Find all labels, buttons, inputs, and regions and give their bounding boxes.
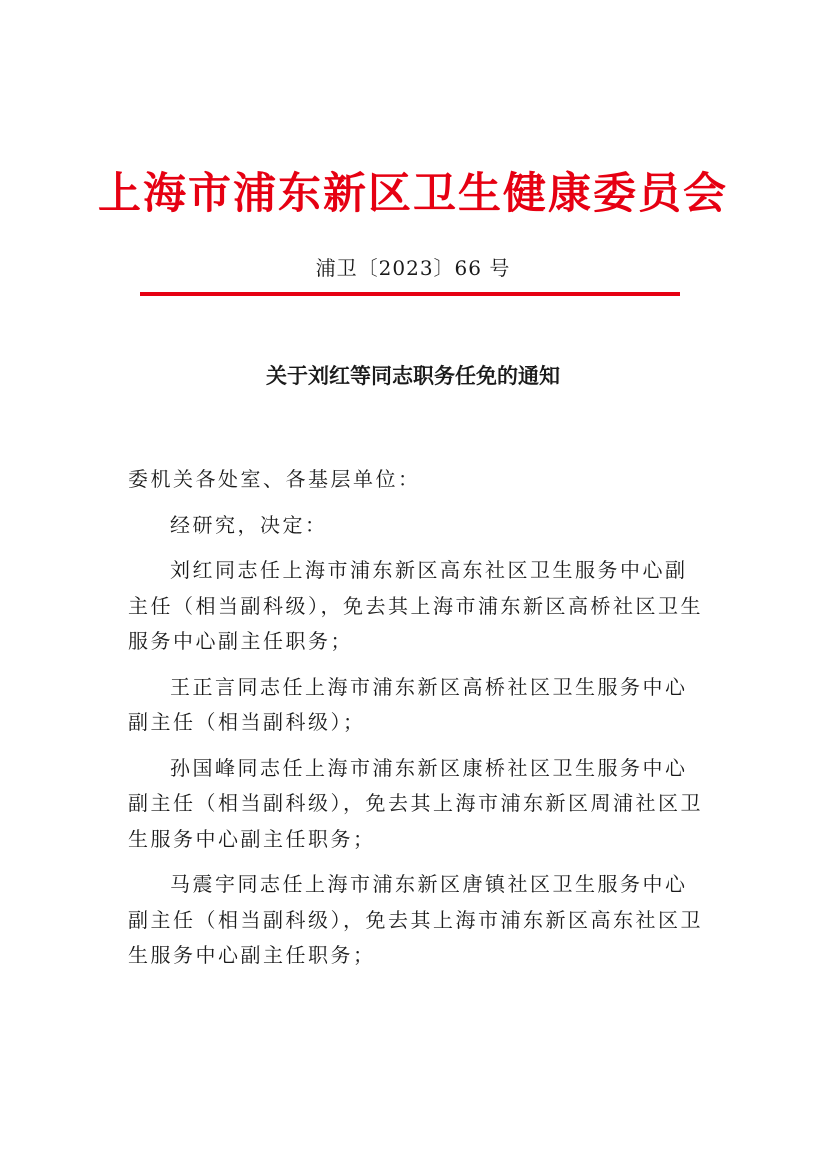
body-paragraph: 经研究，决定：: [170, 512, 328, 537]
body-paragraph: 孙国峰同志任上海市浦东新区康桥社区卫生服务中心副主任（相当副科级），免去其上海市浦东新区周浦社区卫生服务中心副主任职务；: [128, 755, 703, 851]
body-paragraph: 马震宇同志任上海市浦东新区唐镇社区卫生服务中心副主任（相当副科级），免去其上海市浦东新区高东社区卫生服务中心副主任职务；: [128, 872, 703, 967]
salutation: 委机关各处室、各基层单位：: [128, 467, 421, 491]
document-body: [128, 462, 708, 984]
body-paragraph: 王正言同志任上海市浦东新区高桥社区卫生服务中心副主任（相当副科级）；: [128, 674, 688, 734]
red-divider-line: [140, 292, 680, 296]
org-header-title: 上海市浦东新区卫生健康委员会: [98, 169, 728, 219]
body-paragraph: 刘红同志任上海市浦东新区高东社区卫生服务中心副主任（相当副科级），免去其上海市浦东新区高桥社区卫生服务中心副主任职务；: [128, 558, 703, 653]
document-number: 浦卫〔2023〕66 号: [315, 256, 511, 280]
notice-title: 关于刘红等同志职务任免的通知: [266, 363, 560, 388]
